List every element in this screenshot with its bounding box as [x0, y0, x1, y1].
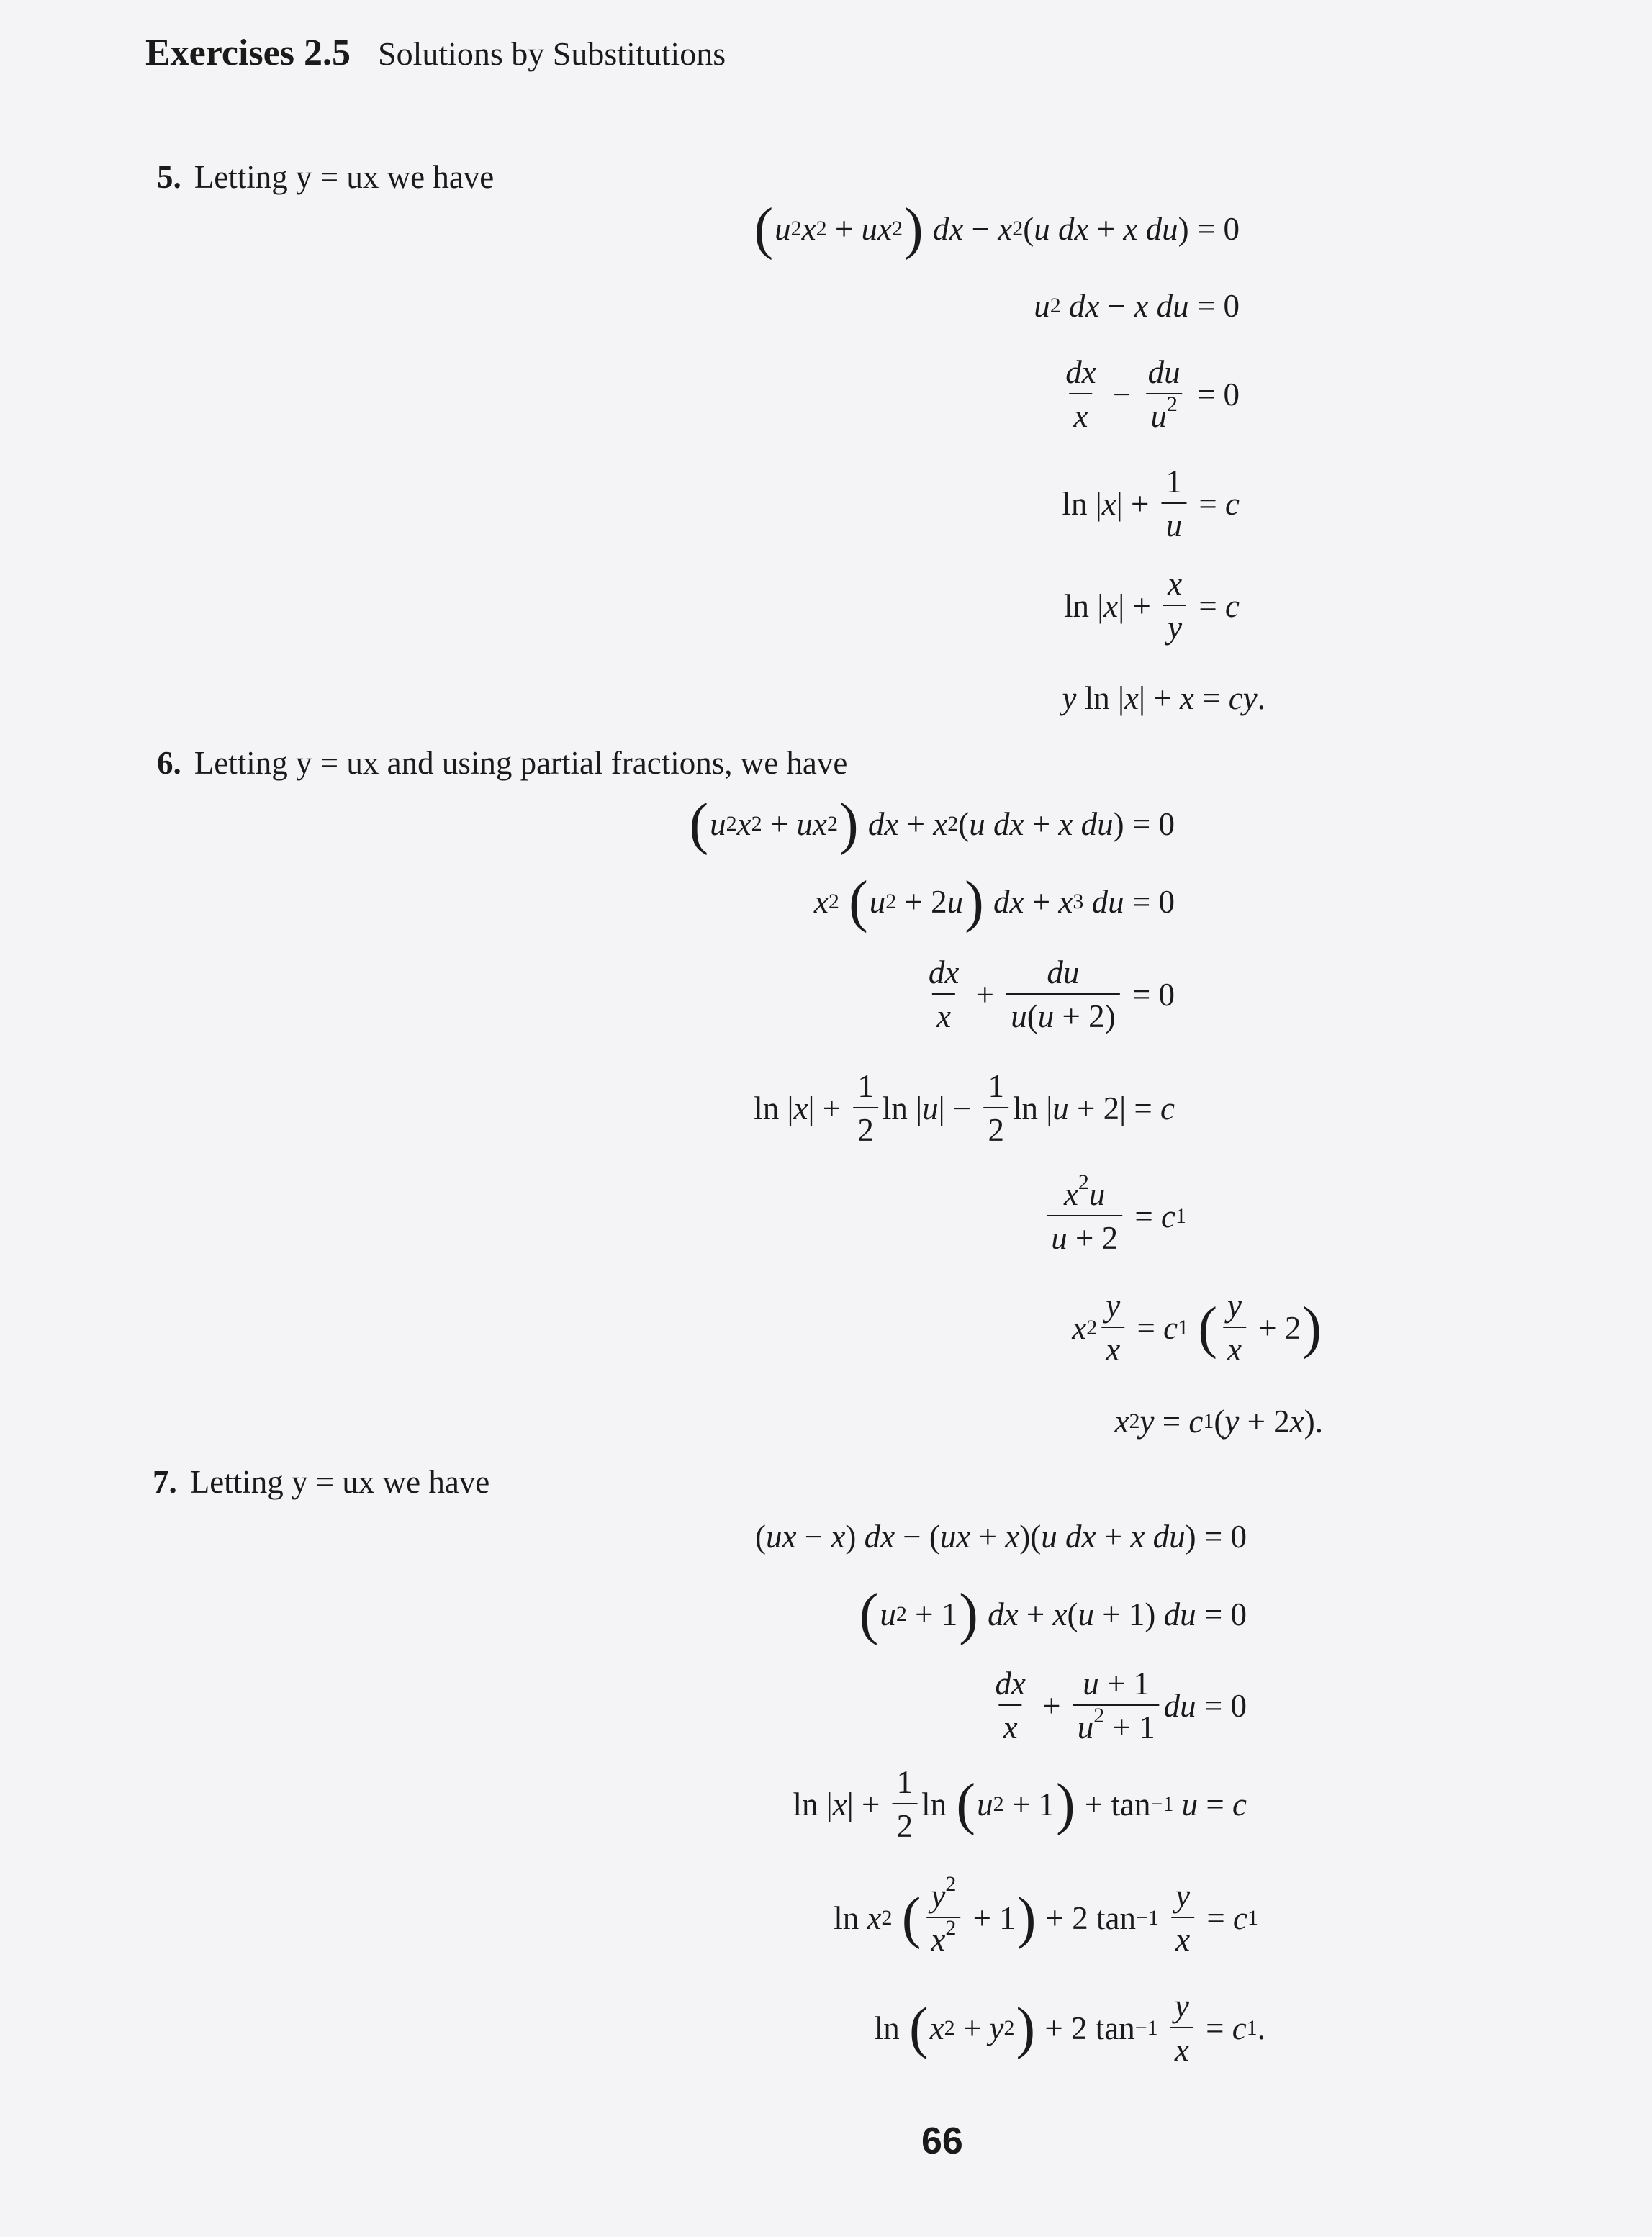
problem-5-intro: 5. Letting y = ux we have	[157, 159, 495, 195]
equation-6-5: $\frac{x^2u}{u + 2}$ = c 1	[1042, 1173, 1186, 1260]
section-title: Solutions by Substitutions	[377, 35, 726, 72]
equation-6-6: x 2 $\frac{y}{x}$ = c 1 ( $\frac{y}{x}$ + 2 )	[1072, 1288, 1322, 1368]
page-number: 66	[921, 2120, 963, 2162]
equation-5-1: ( u 2 x 2 + ux 2 ) dx − x 2 ( u dx + x du ) = 0	[754, 197, 1240, 261]
section-label: Exercises 2.5	[145, 32, 351, 73]
equation-6-4: ln | x | + $\frac{1}{2}$ ln | u | − $\frac{1}{2}$ ln | u + 2| = c	[754, 1068, 1175, 1148]
equation-7-3: $\frac{dx}{x}$ + $\frac{u + 1}{u^2 + 1}$ du = 0	[995, 1666, 1247, 1745]
equation-5-4: ln | x | + $\frac{1}{u}$ = c	[1062, 464, 1240, 543]
equation-7-2: ( u 2 + 1 ) dx + x ( u + 1) du = 0	[859, 1583, 1247, 1646]
equation-5-5: ln | x | + $\frac{x}{y}$ = c	[1064, 566, 1240, 646]
equation-7-4: ln | x | + $\frac{1}{2}$ ln ( u 2 + 1 ) + tan −1 u = c	[793, 1764, 1247, 1844]
equation-6-1: ( u 2 x 2 + ux 2 ) dx + x 2 ( u dx + x du ) = 0	[689, 792, 1175, 856]
equation-5-3: $\frac{dx}{x}$ − $\frac{du}{u^2}$ = 0	[1065, 354, 1240, 434]
page-header	[145, 32, 726, 74]
equation-7-6: ln ( x 2 + y 2 ) + 2 tan −1 $\frac{y}{x}$ = c 1 .	[874, 1988, 1265, 2068]
equation-7-5: ln x 2 ( $\frac{y^2}{x^2}$ + 1 ) + 2 tan −1 $\frac{y}{x}$ = c 1	[834, 1872, 1258, 1958]
equation-5-2: u 2 dx − x du = 0	[1034, 287, 1240, 324]
equation-6-2: x 2 ( u 2 + 2 u ) dx + x 3 du = 0	[813, 870, 1175, 934]
equation-5-6: y ln | x | + x = cy .	[1062, 679, 1265, 716]
problem-7-intro: 7. Letting y = ux we have	[153, 1464, 490, 1500]
problem-6-intro: 6. Letting y = ux and using partial fractions, we have	[157, 745, 848, 781]
equation-6-7: x 2 y = c 1 ( y + 2 x ).	[1114, 1403, 1323, 1440]
equation-7-1: ( ux − x ) dx − ( ux + x )( u dx + x du ) = 0	[754, 1518, 1247, 1555]
equation-6-3: $\frac{dx}{x}$ + $\frac{du}{u(u + 2)}$ = 0	[928, 954, 1175, 1034]
